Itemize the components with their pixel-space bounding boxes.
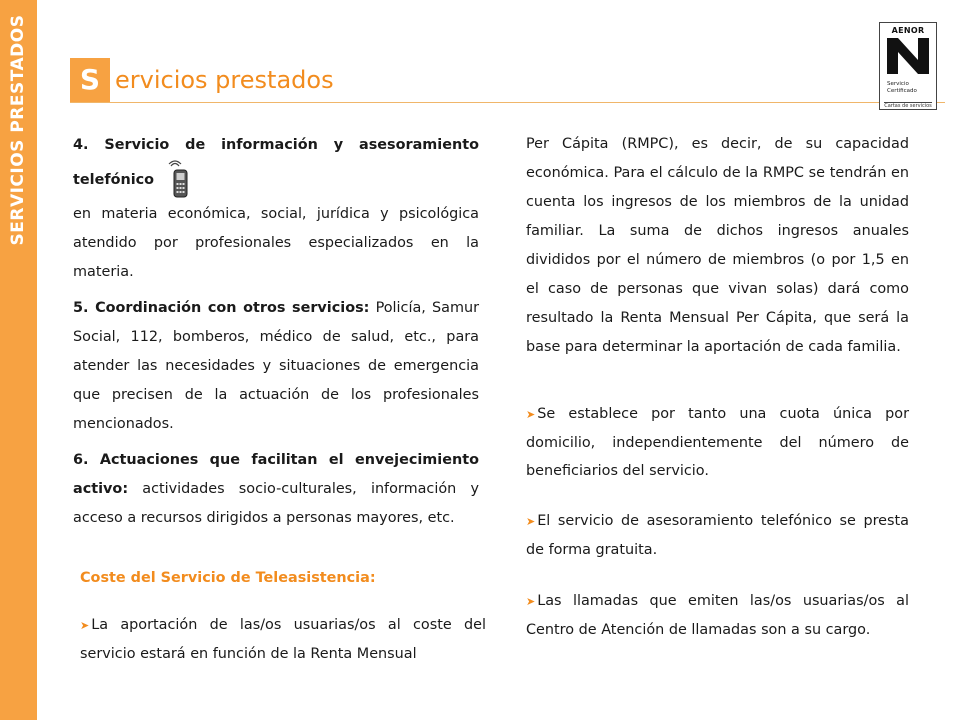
aenor-brand: AENOR [891,26,925,35]
item5-body: Policía, Samur Social, 112, bomberos, médico de salud, etc., para atender las necesidades y situaciones de emergencia que precisen de la actuación de los profesionales mencionados. [73,300,479,432]
item4-body: en materia económica, social, jurídica y psicológica atendido por profesionales especializados en la materia. [73,206,479,280]
title-initial: S [70,58,110,102]
bullet-free-advice [526,507,909,564]
aenor-n-mark-icon [887,38,929,74]
item5-heading: 5. Coordinación con otros servicios: [73,300,370,316]
bullet-call-cost-text: Las llamadas que emiten las/os usuarias/os al Centro de Atención de llamadas son a su cargo. [526,593,909,638]
cost-heading: Coste del Servicio de Teleasistencia: [80,570,376,586]
page-title: ervicios prestados [115,66,334,94]
bullet-call-cost [526,587,909,644]
bullet-single-fee [526,400,909,485]
mobile-phone-icon [168,160,190,198]
bullet-single-fee-text: Se establece por tanto una cuota única por domicilio, independientemente del número de beneficiarios del servicio. [526,406,909,479]
item4-heading: 4. Servicio de información y asesoramiento telefónico [73,137,479,188]
aenor-footer: Cartas de servicios [884,103,932,109]
arrow-bullet-icon: ➤ [526,515,536,528]
arrow-bullet-icon: ➤ [526,595,536,608]
item6-heading: 6. Actuaciones que facilitan el envejecimiento activo: [73,452,479,497]
item6 [73,446,479,533]
item5 [73,294,479,439]
sidebar-label: SERVICIOS PRESTADOS [8,14,28,246]
sidebar [0,0,37,720]
aenor-line2: Certificado [887,88,917,94]
item6-body: actividades socio-culturales, información y acceso a recursos dirigidos a personas mayores, etc. [73,481,479,526]
arrow-bullet-icon: ➤ [80,619,90,632]
arrow-bullet-icon: ➤ [526,408,536,421]
title-divider [70,102,945,103]
aenor-line1: Servicio [887,81,909,87]
rmpc-paragraph: Per Cápita (RMPC), es decir, de su capacidad económica. Para el cálculo de la RMPC se tendrán en cuenta los ingresos de los miembros de la unidad familiar. La suma de dichos ingresos anuales divididos por el número de miembros (o por 1,5 en el caso de personas que vivan solas) dará como resultado la Renta Mensual Per Cápita, que será la base para determinar la aportación de cada familia. [526,136,909,355]
aenor-certification-logo [879,22,937,110]
cost-bullet-text: La aportación de las/os usuarias/os al coste del servicio estará en función de la Renta Mensual [80,617,486,662]
cost-bullet [80,611,486,668]
left-column [73,131,479,533]
right-column [526,130,909,362]
bullet-free-advice-text: El servicio de asesoramiento telefónico se presta de forma gratuita. [526,513,909,558]
